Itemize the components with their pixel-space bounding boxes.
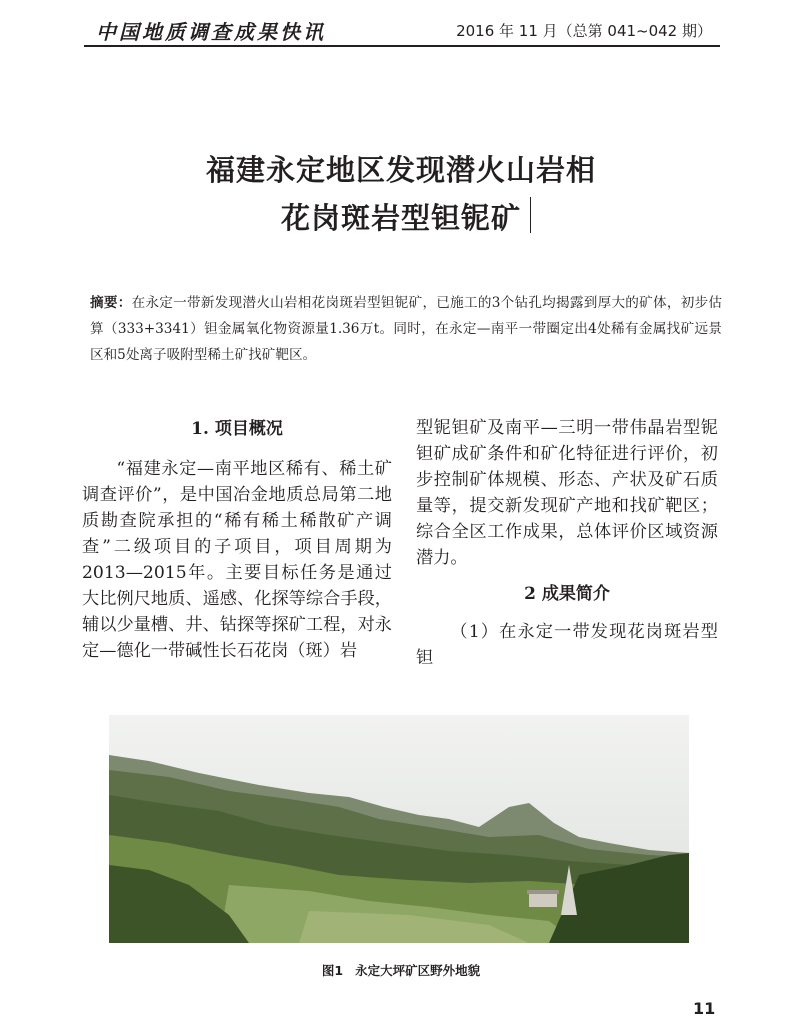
- figure-caption-text: 永定大坪矿区野外地貌: [355, 963, 481, 978]
- figure-caption: [0, 961, 802, 979]
- field-landscape-photo: [109, 715, 689, 943]
- abstract: [90, 290, 722, 368]
- header-rule: [84, 45, 720, 47]
- issue-date: 2016 年 11 月（总第 041~042 期）: [456, 22, 712, 40]
- section2-paragraph: （1）在永定一带发现花岗斑岩型钽: [416, 622, 718, 668]
- right-column: [416, 415, 718, 671]
- abstract-text: 在永定一带新发现潜火山岩相花岗斑岩型钽铌矿，已施工的3个钻孔均揭露到厚大的矿体，初步估算（333+3341）钽金属氧化物资源量1.36万t。同时，在永定—南平一带圈定出4处稀有金属找矿远景区和5处离子吸附型稀土矿找矿靶区。: [90, 295, 722, 363]
- section1-continued: 型铌钽矿及南平—三明一带伟晶岩型铌钽矿成矿条件和矿化特征进行评价，初步控制矿体规模、形态、产状及矿石质量等，提交新发现矿产地和找矿靶区；综合全区工作成果，总体评价区域资源潜力。: [416, 418, 718, 568]
- section1-heading: 1. 项目概况: [191, 419, 283, 439]
- section1-paragraph: “福建永定—南平地区稀有、稀土矿调查评价”，是中国冶金地质总局第二地质勘查院承担的“稀有稀土稀散矿产调查”二级项目的子项目，项目周期为2013—2015年。主要目标任务是通过大比例尺地质、遥感、化探等综合手段，辅以少量槽、井、钻探等探矿工程，对永定—德化一带碱性长石花岗（斑）岩: [82, 459, 392, 661]
- article-title-line2: 花岗斑岩型钽铌矿: [280, 201, 521, 235]
- page-number: 11: [693, 999, 716, 1018]
- journal-name: 中国地质调查成果快讯: [96, 20, 326, 44]
- text-cursor: [530, 197, 531, 233]
- figure-label: 图1: [321, 963, 344, 978]
- abstract-label: 摘要：: [90, 295, 132, 311]
- left-column: [82, 408, 392, 664]
- article-title-line1: 福建永定地区发现潜火山岩相: [205, 153, 596, 187]
- section2-heading: 2 成果简介: [524, 584, 610, 604]
